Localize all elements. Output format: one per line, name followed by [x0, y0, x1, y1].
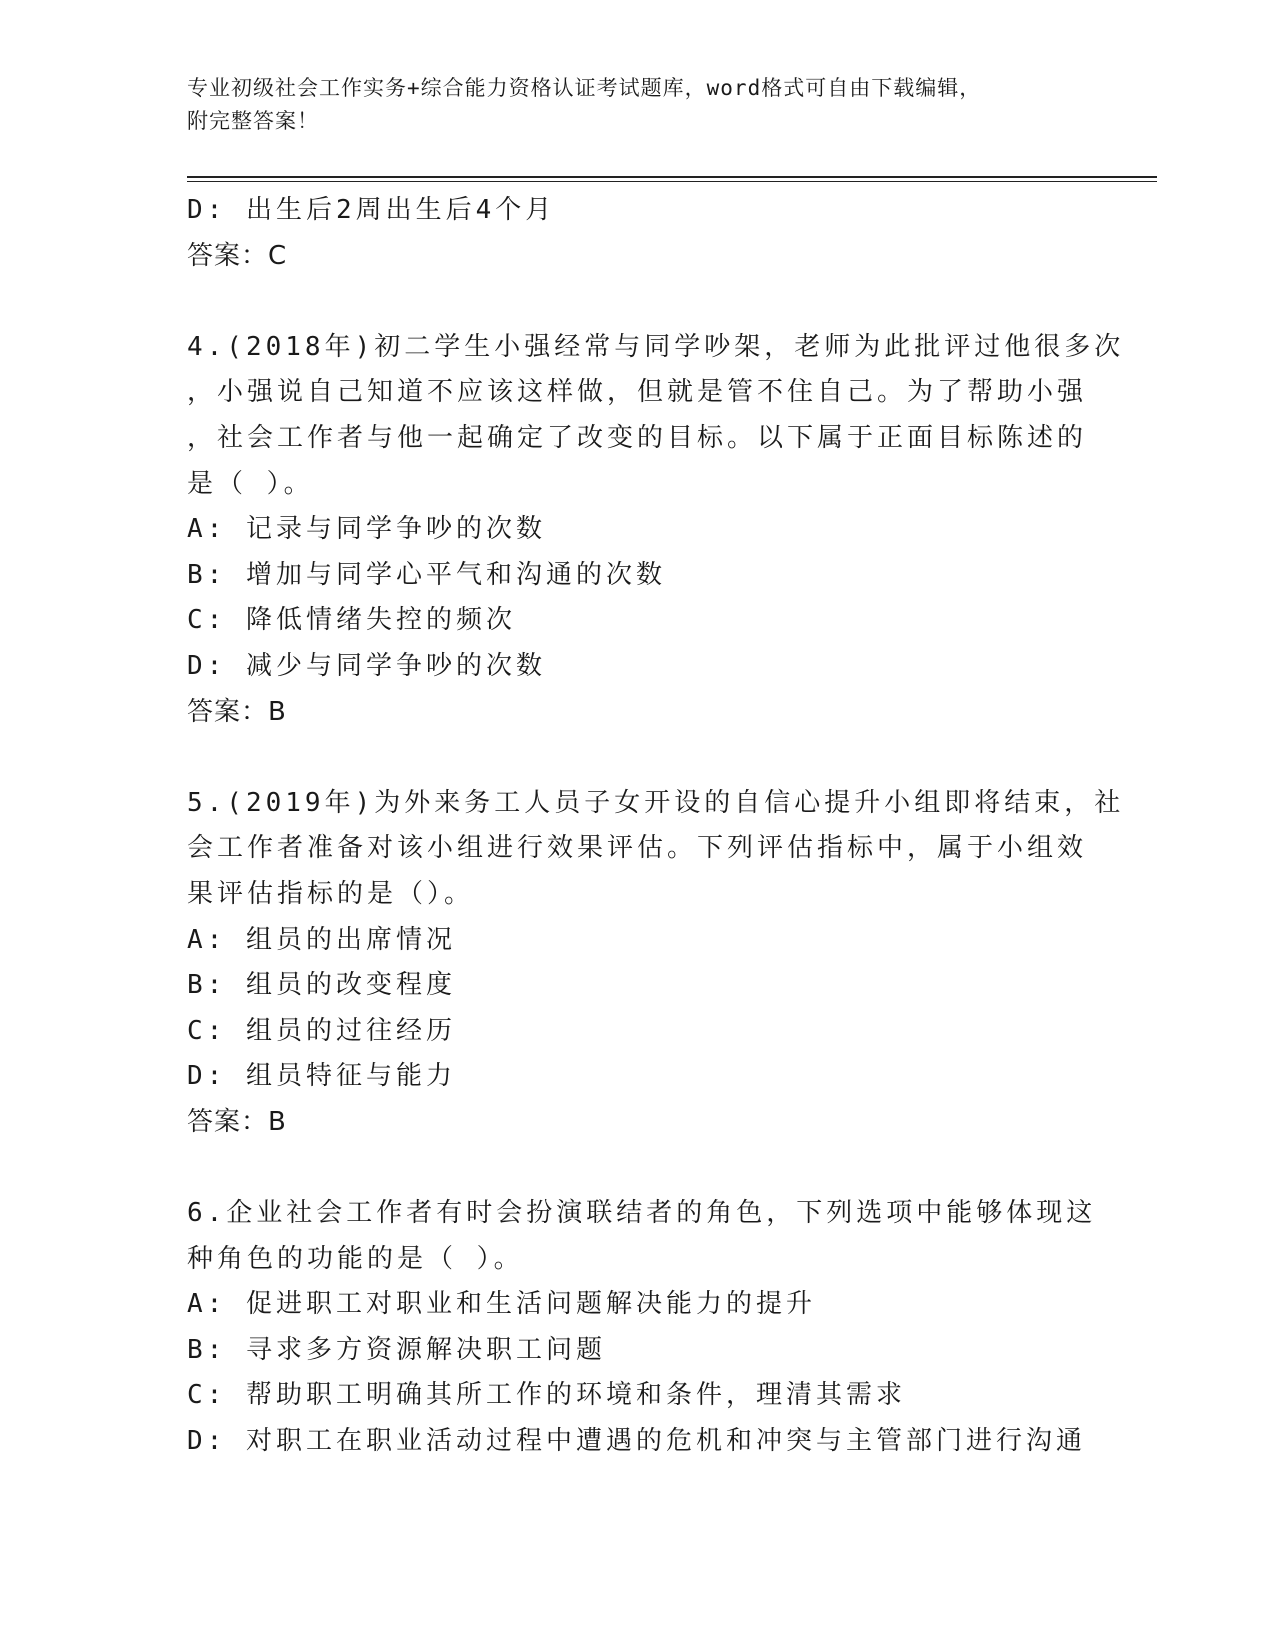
q5-stem-line-3: 果评估指标的是（）。 [187, 878, 475, 909]
question-6 [187, 1191, 1097, 1465]
q6-option-b: B: 寻求多方资源解决职工问题 [187, 1334, 606, 1365]
q4-option-a: A: 记录与同学争吵的次数 [187, 514, 546, 545]
q5-option-a: A: 组员的出席情况 [187, 924, 456, 955]
q6-option-a: A: 促进职工对职业和生活问题解决能力的提升 [187, 1289, 816, 1320]
question-4 [187, 325, 1125, 735]
q5-option-b: B: 组员的改变程度 [187, 970, 456, 1001]
spacer [187, 1145, 1087, 1191]
spacer [187, 279, 1087, 325]
header-divider-thick [187, 176, 1157, 178]
q5-option-c: C: 组员的过往经历 [187, 1015, 456, 1046]
header-divider-thin [187, 181, 1157, 182]
header-line-1: 专业初级社会工作实务+综合能力资格认证考试题库，word格式可自由下载编辑， [187, 76, 982, 100]
q6-stem-line-1: 6.企业社会工作者有时会扮演联结者的角色，下列选项中能够体现这 [187, 1198, 1097, 1229]
q4-answer: 答案：B [187, 696, 287, 727]
q5-answer: 答案：B [187, 1106, 287, 1137]
q4-option-c: C: 降低情绪失控的频次 [187, 605, 516, 636]
q4-stem-line-1: 4.(2018年)初二学生小强经常与同学吵架，老师为此批评过他很多次 [187, 331, 1125, 362]
q5-option-d: D: 组员特征与能力 [187, 1061, 456, 1092]
q6-option-d: D: 对职工在职业活动过程中遭遇的危机和冲突与主管部门进行沟通 [187, 1426, 1086, 1457]
q4-stem-line-3: ，社会工作者与他一起确定了改变的目标。以下属于正面目标陈述的 [187, 422, 1088, 453]
q4-option-d: D: 减少与同学争吵的次数 [187, 650, 546, 681]
page-header [187, 72, 1087, 138]
q3-option-d: D: 出生后2周出生后4个月 [187, 195, 556, 225]
q4-option-b: B: 增加与同学心平气和沟通的次数 [187, 559, 666, 590]
q6-option-c: C: 帮助职工明确其所工作的环境和条件，理清其需求 [187, 1380, 906, 1411]
spacer [187, 735, 1087, 781]
q6-stem-line-2: 种角色的功能的是（ ）。 [187, 1243, 524, 1274]
q5-stem-line-2: 会工作者准备对该小组进行效果评估。下列评估指标中，属于小组效 [187, 833, 1088, 864]
question-5 [187, 781, 1125, 1146]
q4-stem-line-2: ，小强说自己知道不应该这样做，但就是管不住自己。为了帮助小强 [187, 377, 1088, 408]
question-content [187, 188, 1125, 1465]
q5-stem-line-1: 5.(2019年)为外来务工人员子女开设的自信心提升小组即将结束，社 [187, 787, 1125, 818]
header-line-2: 附完整答案！ [187, 109, 319, 133]
q3-answer: 答案：C [187, 240, 288, 271]
q4-stem-line-4: 是（ ）。 [187, 468, 314, 499]
